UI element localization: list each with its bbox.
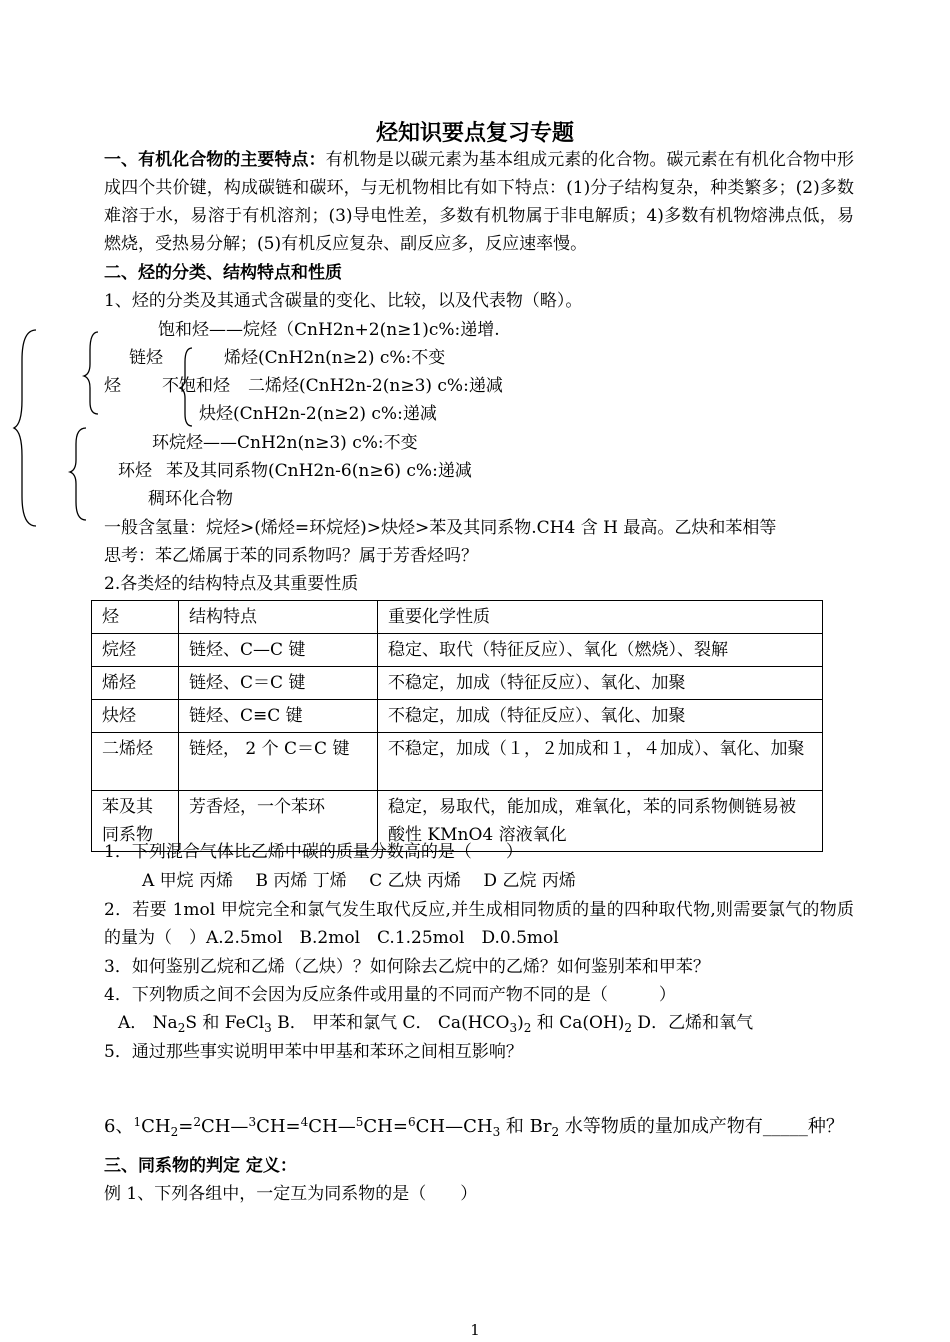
tree-benzene: 苯及其同系物(CnH2n-6(n≥6) c%:递减 xyxy=(166,461,472,481)
classification-braces xyxy=(0,320,120,535)
question-6 xyxy=(104,1108,844,1146)
tree-hydrocarbon: 烃 xyxy=(104,376,121,396)
section-1-heading: 一、有机化合物的主要特点： xyxy=(104,150,326,170)
q6-text: CH xyxy=(141,1116,171,1137)
table-cell: 不稳定，加成（１，２加成和１，４加成）、氧化、加聚 xyxy=(378,733,823,791)
subscript: 2 xyxy=(177,1021,186,1035)
tree-unsaturated: 不饱和烃 xyxy=(162,376,230,396)
table-cell: 链烃， 2 个 C＝C 键 xyxy=(179,733,378,791)
q6-text: 水等物质的量加成产物有_____种？ xyxy=(559,1116,844,1137)
classification-intro: 1、烃的分类及其通式含碳量的变化、比较，以及代表物（略）。 xyxy=(104,291,583,311)
table-cell: 烯烃 xyxy=(92,667,179,700)
table-header: 结构特点 xyxy=(179,601,378,634)
table-row xyxy=(92,733,823,791)
table-header: 重要化学性质 xyxy=(378,601,823,634)
page-number: 1 xyxy=(470,1321,480,1339)
tree-alkane: 饱和烃——烷烃（CnH2n+2(n≥1)c%:递增. xyxy=(158,320,500,340)
table-cell: 不稳定，加成（特征反应）、氧化、加聚 xyxy=(378,700,823,733)
superscript: 3 xyxy=(248,1115,257,1129)
section-1-body: 有机物是以碳元素为基本组成元素的化合物。碳元素在有机化合物中形成四个共价键，构成碳链和碳环，与无机物相比有如下特点：(1)分子结构复杂，种类繁多；(2)多数难溶于水，易溶于有机溶剂；(3)导电性差，多数有机物属于非电解质；4)多数有机物熔沸点低，易燃烧，受热易分解；(5)有机反应复杂、副反应多，反应速率慢。 xyxy=(104,150,855,254)
question-4: 4．下列物质之间不会因为反应条件或用量的不同而产物不同的是（ ） xyxy=(104,985,676,1005)
table-row xyxy=(92,634,823,667)
table-cell: 二烯烃 xyxy=(92,733,179,791)
tree-cycloalkane: 环烷烃——CnH2n(n≥3) c%:不变 xyxy=(152,433,418,453)
section-2-heading: 二、烃的分类、结构特点和性质 xyxy=(104,263,342,283)
q6-text: CH— xyxy=(200,1116,249,1137)
hydrogen-note: 一般含氢量：烷烃>(烯烃=环烷烃)>炔烃>苯及其同系物.CH4 含 H 最高。乙炔和苯相等 xyxy=(104,518,777,538)
table-header: 烃 xyxy=(92,601,179,634)
subscript: 3 xyxy=(509,1021,518,1035)
subscript: 3 xyxy=(492,1125,501,1139)
table-cell: 不稳定，加成（特征反应）、氧化、加聚 xyxy=(378,667,823,700)
properties-table xyxy=(91,600,823,852)
tree-ring: 环烃 xyxy=(118,461,152,481)
q6-text: 和 Br xyxy=(500,1116,552,1137)
question-1-options: A 甲烷 丙烯 B 丙烯 丁烯 C 乙炔 丙烯 D 乙烷 丙烯 xyxy=(142,871,576,891)
table-cell: 炔烃 xyxy=(92,700,179,733)
tree-diene: 二烯烃(CnH2n-2(n≥3) c%:递减 xyxy=(248,376,503,396)
superscript: 4 xyxy=(300,1115,309,1129)
tree-alkene: 烯烃(CnH2n(n≥2) c%:不变 xyxy=(224,348,446,368)
superscript: 6 xyxy=(407,1115,416,1129)
question-5: 5．通过那些事实说明甲苯中甲基和苯环之间相互影响？ xyxy=(104,1042,523,1062)
table-header-row xyxy=(92,601,823,634)
tree-alkyne: 炔烃(CnH2n-2(n≥2) c%:递减 xyxy=(199,404,437,424)
option-d-text: D．乙烯和氧气 xyxy=(632,1013,754,1033)
option-c-text: ) xyxy=(517,1013,524,1033)
page-title: 烃知识要点复习专题 xyxy=(375,120,574,146)
subscript: 2 xyxy=(624,1021,633,1035)
superscript: 2 xyxy=(193,1115,201,1129)
q6-text: 6、 xyxy=(104,1116,134,1137)
table-cell: 稳定，易取代，能加成，难氧化，苯的同系物侧链易被酸性 KMnO4 溶液氧化 xyxy=(378,791,823,852)
table-row xyxy=(92,700,823,733)
superscript: 1 xyxy=(133,1115,142,1129)
question-3: 3．如何鉴别乙烷和乙烯（乙炔）？如何除去乙烷中的乙烯？如何鉴别苯和甲苯？ xyxy=(104,957,710,977)
q6-text: CH= xyxy=(256,1116,301,1137)
option-c-text: 和 Ca(OH) xyxy=(531,1013,625,1033)
table-row xyxy=(92,667,823,700)
q6-text: CH= xyxy=(363,1116,408,1137)
table-cell: 芳香烃，一个苯环 xyxy=(179,791,378,852)
table-cell: 烷烃 xyxy=(92,634,179,667)
subscript: 2 xyxy=(170,1125,179,1139)
subscript: 2 xyxy=(523,1021,532,1035)
table-cell: 稳定、取代（特征反应）、氧化（燃烧）、裂解 xyxy=(378,634,823,667)
option-a-text: A． Na xyxy=(118,1013,178,1033)
think-question: 思考：苯乙烯属于苯的同系物吗？属于芳香烃吗？ xyxy=(104,546,478,566)
subscript: 2 xyxy=(551,1125,560,1139)
superscript: 5 xyxy=(355,1115,364,1129)
q6-text: CH—CH xyxy=(415,1116,493,1137)
option-b-text: B． 甲苯和氯气 C． Ca(HCO xyxy=(271,1013,510,1033)
structure-properties-intro: 2.各类烃的结构特点及其重要性质 xyxy=(104,574,359,594)
tree-chain: 链烃 xyxy=(129,348,163,368)
section-1 xyxy=(104,146,854,258)
option-a-text: S 和 FeCl xyxy=(185,1013,265,1033)
table-cell: 苯及其同系物 xyxy=(92,791,179,852)
example-1: 例 1、下列各组中，一定互为同系物的是（ ） xyxy=(104,1184,478,1204)
tree-fused: 稠环化合物 xyxy=(148,489,233,509)
q6-text: = xyxy=(178,1116,194,1137)
table-cell: 链烃、C＝C 键 xyxy=(179,667,378,700)
subscript: 3 xyxy=(264,1021,272,1035)
table-cell: 链烃、C—C 键 xyxy=(179,634,378,667)
section-3-heading: 三、同系物的判定 定义： xyxy=(104,1156,297,1176)
question-1: 1．下列混合气体比乙烯中碳的质量分数高的是（ ） xyxy=(104,842,523,862)
table-cell: 链烃、C≡C 键 xyxy=(179,700,378,733)
q6-text: CH— xyxy=(308,1116,356,1137)
question-2: 2．若要 1mol 甲烷完全和氯气发生取代反应,并生成相同物质的量的四种取代物,则需要氯气的物质的量为（ ）A.2.5mol B.2mol C.1.25mol D.0.5mol xyxy=(104,900,854,948)
